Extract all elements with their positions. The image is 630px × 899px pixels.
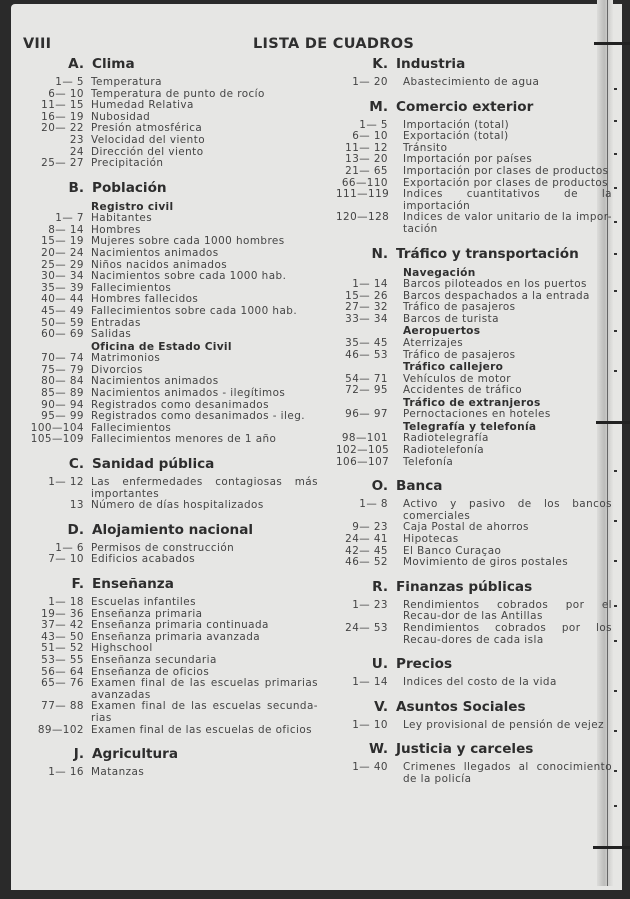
table-range: 24 [69,145,84,158]
section-title: Precios [396,656,453,673]
table-range: 40— 44 [41,293,84,306]
table-range: 111—119 [336,188,390,201]
table-description: Enseñanza secundaria [91,653,217,666]
table-entry [28,767,318,779]
table-description: Fallecimientos [91,421,172,434]
section-spacer [28,512,318,521]
table-range: 24— 41 [345,532,388,545]
table-range: 1— 7 [55,212,84,225]
table-description: Pernoctaciones en hoteles [403,408,551,421]
section-heading-justicia-y-carceles [336,741,612,762]
table-entry [336,338,612,350]
table-range: 1— 6 [55,541,84,554]
binding-stitch [614,120,617,122]
section-heading-agricultura [28,746,318,767]
table-entry [336,166,612,178]
table-description: Dirección del viento [91,145,204,158]
subsection-title: Telegrafía y telefonía [403,420,537,433]
section-title: Tráfico y transportación [396,245,579,262]
table-description: Importación por países [403,153,533,166]
section-heading-banca [336,478,612,499]
table-description: Crimenes llegados al conocimiento de la policía [403,761,612,785]
section-letter: O. [371,478,388,495]
table-entry [28,554,318,566]
section-spacer [28,736,318,745]
section-letter: M. [369,98,388,115]
table-entry [28,678,318,701]
table-description: Examen final de las escuelas primarias avanzadas [91,677,318,701]
table-entry [28,655,318,667]
table-description: Barcos despachados a la entrada [403,289,590,302]
table-entry [336,212,612,235]
table-description: Salidas [91,328,132,341]
table-range: 7— 10 [48,553,84,566]
table-range: 75— 79 [41,363,84,376]
table-description: Highschool [91,642,153,655]
table-entry [28,306,318,318]
section-title: Agricultura [92,746,179,763]
section-heading-clima [28,56,318,77]
table-description: Nacimientos animados [91,247,219,260]
table-entry [336,600,612,623]
table-description: Indices cuantitativos de la importación [403,188,612,212]
binding-stitch [614,187,617,189]
section-spacer [336,236,612,245]
table-description: Examen final de las escuelas de oficios [91,723,313,736]
section-spacer [28,446,318,455]
table-description: Importación (total) [403,118,510,131]
table-description: Telefonía [403,455,454,468]
binding-stitch [614,290,617,292]
binding-stitch [614,153,617,155]
table-description: Escuelas infantiles [91,596,196,608]
table-range: 1— 18 [48,596,84,608]
table-range: 77— 88 [41,700,84,713]
subsection-title: Tráfico callejero [403,361,504,374]
binding-stitch [614,560,617,562]
table-range: 25— 27 [41,157,84,170]
right-column [336,55,612,785]
table-range: 50— 59 [41,316,84,329]
table-description: Accidentes de tráfico [403,384,523,397]
table-entry [336,457,612,469]
section-title: Justicia y carceles [396,741,534,758]
table-description: Precipitación [91,157,164,170]
section-letter: B. [68,179,84,196]
table-entry [336,499,612,522]
table-entry [336,77,612,89]
section-letter: V. [374,698,388,715]
table-description: Temperatura [91,76,162,88]
table-range: 20— 22 [41,122,84,135]
table-range: 102—105 [336,443,390,456]
section-letter: D. [67,521,84,538]
table-description: Rendimientos cobrados por los Recau-dores de cada isla [403,621,612,646]
table-entry [336,409,612,421]
table-range: 1— 14 [352,676,388,689]
table-range: 16— 19 [41,110,84,123]
table-description: Enseñanza primaria avanzada [91,630,261,643]
table-range: 24— 53 [345,621,388,634]
table-entry [28,248,318,260]
binding-stitch [614,730,617,732]
section-heading-comercio-exterior [336,99,612,120]
table-range: 15— 26 [345,289,388,302]
table-entry [336,623,612,646]
table-range: 54— 71 [345,372,388,385]
subsection-title: Tráfico de extranjeros [403,396,541,409]
table-description: Indices de valor unitario de la impor-tación [403,211,612,235]
table-description: Vehículos de motor [403,372,511,385]
table-description: Fallecimientos menores de 1 año [91,433,277,446]
table-range: 6— 10 [352,130,388,143]
table-range: 11— 12 [345,141,388,154]
table-range: 80— 84 [41,375,84,388]
table-entry [336,314,612,326]
table-description: Exportación por clases de productos [403,176,609,189]
table-range: 46— 53 [345,348,388,361]
section-letter: R. [372,578,388,595]
binding-stitch [614,805,617,807]
section-spacer [336,646,612,655]
table-entry [28,135,318,147]
table-range: 85— 89 [41,387,84,400]
table-description: Caja Postal de ahorros [403,521,529,534]
table-description: Nacimientos sobre cada 1000 hab. [91,270,287,283]
table-range: 45— 49 [41,305,84,317]
table-range: 11— 15 [41,99,84,112]
table-range: 13 [69,499,84,512]
table-range: 60— 69 [41,328,84,341]
table-range: 43— 50 [41,630,84,643]
section-heading-ensenanza [28,576,318,597]
table-description: Enseñanza de oficios [91,665,210,678]
table-entry [28,500,318,512]
table-description: Tránsito [403,141,448,154]
table-entry [28,725,318,737]
table-description: Niños nacidos animados [91,258,228,271]
section-letter: F. [71,576,84,592]
table-range: 95— 99 [41,410,84,423]
table-description: Ley provisional de pensión de vejez [403,718,605,731]
section-title: Población [92,179,167,196]
section-spacer [336,89,612,98]
table-range: 27— 32 [345,301,388,314]
table-description: Humedad Relativa [91,99,194,112]
section-letter: W. [368,741,388,758]
table-entry [336,279,612,291]
table-entry [336,350,612,362]
table-description: Matrimonios [91,352,161,365]
subsection-title: Registro civil [91,200,174,213]
table-range: 1— 14 [352,278,388,291]
table-entry [336,720,612,732]
table-description: Registrados como desanimados [91,398,269,411]
table-entry [336,557,612,569]
section-title: Enseñanza [92,576,174,592]
table-description: Abastecimiento de agua [403,76,540,88]
section-title: Clima [92,56,135,72]
table-range: 70— 74 [41,352,84,365]
table-range: 1— 8 [359,498,388,511]
section-letter: A. [68,56,84,72]
section-heading-sanidad-publica [28,456,318,477]
staple-top [594,42,630,45]
table-range: 1— 23 [352,598,388,611]
table-entry [336,445,612,457]
table-description: Temperatura de punto de rocío [91,87,265,100]
table-range: 105—109 [30,433,84,446]
table-description: Enseñanza primaria [91,607,203,620]
section-heading-finanzas-publicas [336,579,612,600]
table-range: 120—128 [336,211,390,224]
section-spacer [336,689,612,698]
section-heading-alojamiento-nacional [28,522,318,543]
binding-stitch [614,770,617,772]
table-range: 46— 52 [345,556,388,569]
table-range: 8— 14 [48,223,84,236]
table-entry [28,597,318,609]
section-title: Sanidad pública [92,456,215,473]
table-description: Exportación (total) [403,130,509,143]
table-range: 1— 5 [55,76,84,88]
table-description: Presión atmosférica [91,122,203,135]
section-spacer [336,468,612,477]
table-entry [28,329,318,341]
binding-stitch [614,640,617,642]
binding-stitch [614,370,617,372]
table-entry [28,477,318,500]
table-description: Radiotelegrafía [403,432,489,445]
table-range: 35— 39 [41,281,84,294]
table-description: Aterrizajes [403,336,464,349]
table-entry [336,534,612,546]
subsection-title: Oficina de Estado Civil [91,340,232,353]
table-range: 53— 55 [41,653,84,666]
table-description: Examen final de las escuelas secunda-rias [91,700,318,724]
table-range: 19— 36 [41,607,84,620]
table-description: Fallecimientos [91,281,172,294]
section-spacer [28,566,318,575]
table-description: Rendimientos cobrados por el Recau-dor de las Antillas [403,598,612,623]
table-description: Registrados como desanimados - ileg. [91,410,305,423]
table-description: Nubosidad [91,110,151,123]
table-range: 1— 40 [352,761,388,774]
section-letter: C. [68,456,84,473]
table-range: 9— 23 [352,521,388,534]
table-description: El Banco Curaçao [403,544,502,557]
table-range: 37— 42 [41,619,84,632]
table-range: 15— 19 [41,235,84,248]
table-description: Fallecimientos sobre cada 1000 hab. [91,305,298,317]
table-description: Tráfico de pasajeros [403,348,516,361]
table-entry [28,434,318,446]
left-column [28,55,318,779]
subsection-title: Navegación [403,266,476,279]
table-entry [28,701,318,724]
section-spacer [336,731,612,740]
section-heading-industria [336,56,612,77]
table-entry [336,385,612,397]
table-range: 30— 34 [41,270,84,283]
table-range: 1— 16 [48,766,84,779]
table-description: Enseñanza primaria continuada [91,619,269,632]
table-entry [28,77,318,89]
table-range: 33— 34 [345,312,388,325]
table-entry [336,762,612,785]
table-description: Nacimientos animados [91,375,219,388]
section-letter: N. [371,245,388,262]
table-range: 96— 97 [345,408,388,421]
table-description: Movimiento de giros postales [403,556,569,569]
table-description: Las enfermedades contagiosas más importantes [91,476,318,500]
section-spacer [336,569,612,578]
table-range: 66—110 [341,176,388,189]
table-range: 1— 10 [352,718,388,731]
section-heading-poblacion [28,180,318,201]
table-range: 65— 76 [41,677,84,690]
table-description: Matanzas [91,766,145,779]
section-heading-precios [336,656,612,677]
table-range: 72— 95 [345,384,388,397]
table-description: Barcos de turista [403,312,499,325]
binding-stitch [614,253,617,255]
table-range: 90— 94 [41,398,84,411]
table-range: 89—102 [37,723,84,736]
subsection-title: Aeropuertos [403,325,481,338]
table-description: Entradas [91,316,141,329]
section-title: Finanzas públicas [396,578,533,595]
table-range: 98—101 [341,432,388,445]
binding-stitch [614,690,617,692]
table-range: 21— 65 [345,164,388,177]
table-description: Divorcios [91,363,143,376]
binding-stitch [614,605,617,607]
table-range: 6— 10 [48,87,84,100]
page-number: VIII [23,36,52,52]
binding-stitch [614,330,617,332]
section-title: Comercio exterior [396,98,534,115]
table-range: 25— 29 [41,258,84,271]
section-spacer [28,170,318,179]
section-letter: J. [73,746,84,763]
section-letter: K. [372,56,388,72]
table-range: 51— 52 [41,642,84,655]
table-range: 35— 45 [345,336,388,349]
table-range: 1— 5 [359,118,388,131]
table-range: 1— 12 [48,476,84,489]
staple-bottom [593,846,630,849]
table-range: 1— 20 [352,76,388,88]
table-entry [28,388,318,400]
table-description: Indices del costo de la vida [403,676,557,689]
table-range: 23 [69,133,84,146]
table-range: 13— 20 [345,153,388,166]
binding-stitch [614,470,617,472]
table-description: Nacimientos animados - ilegítimos [91,387,286,400]
table-entry [28,158,318,170]
table-description: Radiotelefonía [403,443,485,456]
table-entry [336,189,612,212]
table-description: Mujeres sobre cada 1000 hombres [91,235,285,248]
table-description: Edificios acabados [91,553,196,566]
binding-stitch [614,88,617,90]
table-description: Hipotecas [403,532,459,545]
section-title: Banca [396,478,443,495]
table-description: Activo y pasivo de los bancos comerciales [403,498,612,522]
binding-stitch [614,520,617,522]
table-description: Número de días hospitalizados [91,499,264,512]
table-range: 100—104 [30,421,84,434]
table-range: 20— 24 [41,247,84,260]
section-letter: U. [371,656,388,673]
table-range: 106—107 [336,455,390,468]
table-entry [336,677,612,689]
table-range: 56— 64 [41,665,84,678]
section-title: Alojamiento nacional [92,521,254,538]
table-range: 42— 45 [345,544,388,557]
page-title: LISTA DE CUADROS [253,36,415,52]
table-description: Importación por clases de productos [403,164,609,177]
binding-stitch [614,221,617,223]
table-description: Habitantes [91,212,153,225]
table-description: Permisos de construcción [91,541,235,554]
table-description: Barcos piloteados en los puertos [403,278,587,291]
section-title: Industria [396,56,466,72]
table-description: Hombres [91,223,141,236]
section-title: Asuntos Sociales [396,698,526,715]
table-description: Velocidad del viento [91,133,206,146]
section-heading-asuntos-sociales [336,699,612,720]
table-description: Tráfico de pasajeros [403,301,516,314]
section-heading-trafico-y-transportacion [336,246,612,267]
table-description: Hombres fallecidos [91,293,199,306]
